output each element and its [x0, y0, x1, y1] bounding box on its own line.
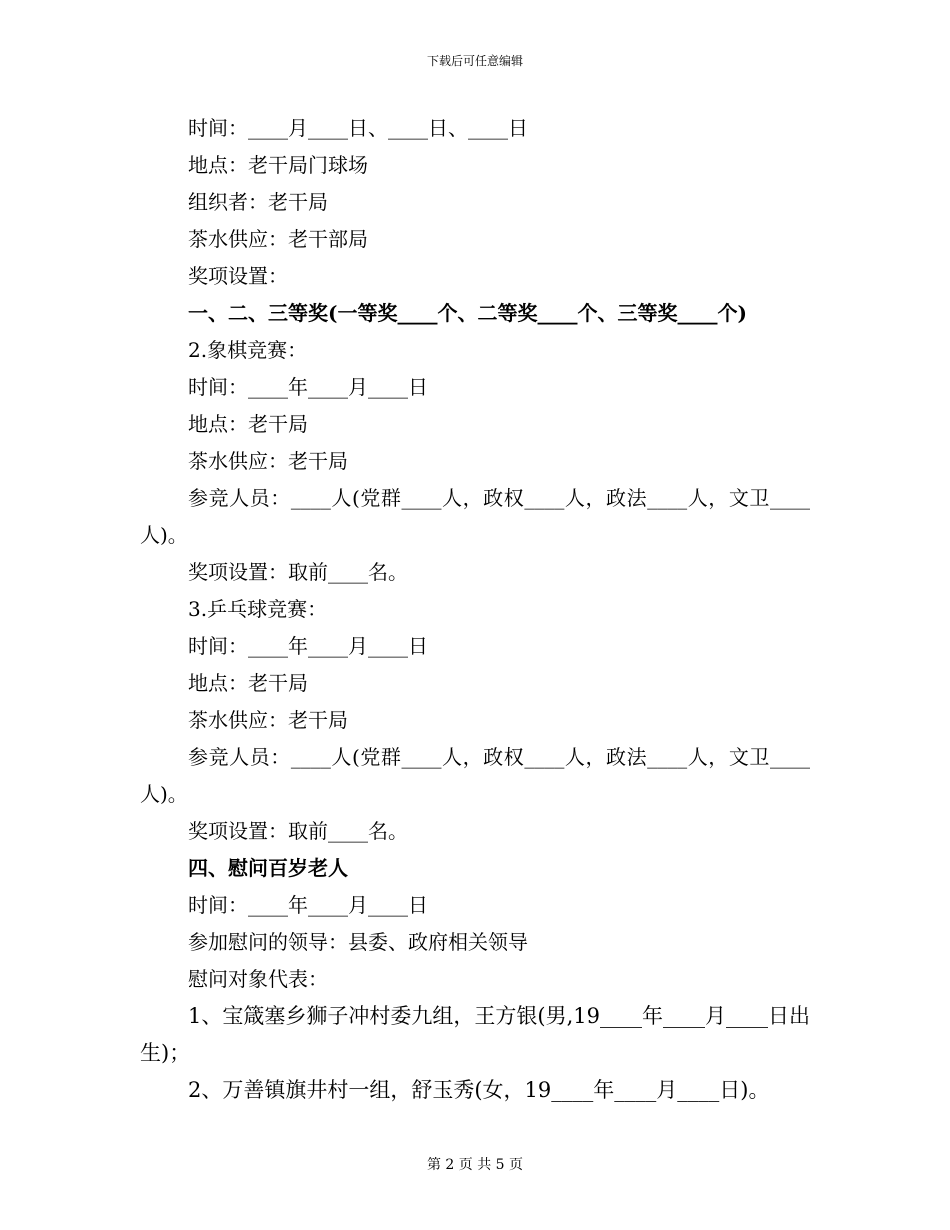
paragraph-location-1: 地点：老干局门球场	[188, 153, 368, 177]
paragraph-award-levels: 一、二、三等奖(一等奖____个、二等奖____个、三等奖____个)	[188, 301, 747, 325]
paragraph-participants-1: 参竞人员：____人(党群____人，政权____人，政法____人，文卫____人)。	[140, 486, 810, 547]
paragraph-target-1: 1、宝箴塞乡狮子冲村委九组，王方银(男,19____年____月____日出生)；	[140, 1004, 810, 1065]
paragraph-awards-1: 奖项设置：	[188, 264, 288, 288]
paragraph-organizer: 组织者：老干局	[188, 190, 328, 214]
document-body	[140, 110, 810, 1109]
section-title-chess: 2.象棋竞赛：	[188, 338, 308, 362]
paragraph-visit-targets: 慰问对象代表：	[188, 967, 328, 991]
paragraph-time-2: 时间：____年____月____日	[188, 375, 428, 399]
section-title-table-tennis: 3.乒乓球竞赛：	[188, 597, 328, 621]
paragraph-awards-3: 奖项设置：取前____名。	[188, 819, 408, 843]
paragraph-location-2: 地点：老干局	[188, 412, 308, 436]
paragraph-time-3: 时间：____年____月____日	[188, 634, 428, 658]
paragraph-tea-supply-3: 茶水供应：老干局	[188, 708, 348, 732]
page-header: 下载后可任意编辑	[426, 54, 523, 68]
paragraph-leaders: 参加慰问的领导：县委、政府相关领导	[188, 930, 528, 954]
paragraph-tea-supply-1: 茶水供应：老干部局	[188, 227, 368, 251]
section-title-visit: 四、慰问百岁老人	[188, 856, 348, 880]
paragraph-awards-2: 奖项设置：取前____名。	[188, 560, 408, 584]
paragraph-time-4: 时间：____年____月____日	[188, 893, 428, 917]
paragraph-time-1: 时间：____月____日、____日、____日	[188, 116, 528, 140]
paragraph-location-3: 地点：老干局	[188, 671, 308, 695]
page-footer: 第 2 页 共 5 页	[426, 1157, 524, 1173]
paragraph-target-2: 2、万善镇旗井村一组，舒玉秀(女，19____年____月____日)。	[188, 1078, 770, 1102]
paragraph-participants-2: 参竞人员：____人(党群____人，政权____人，政法____人，文卫____人)。	[140, 745, 810, 806]
paragraph-tea-supply-2: 茶水供应：老干局	[188, 449, 348, 473]
